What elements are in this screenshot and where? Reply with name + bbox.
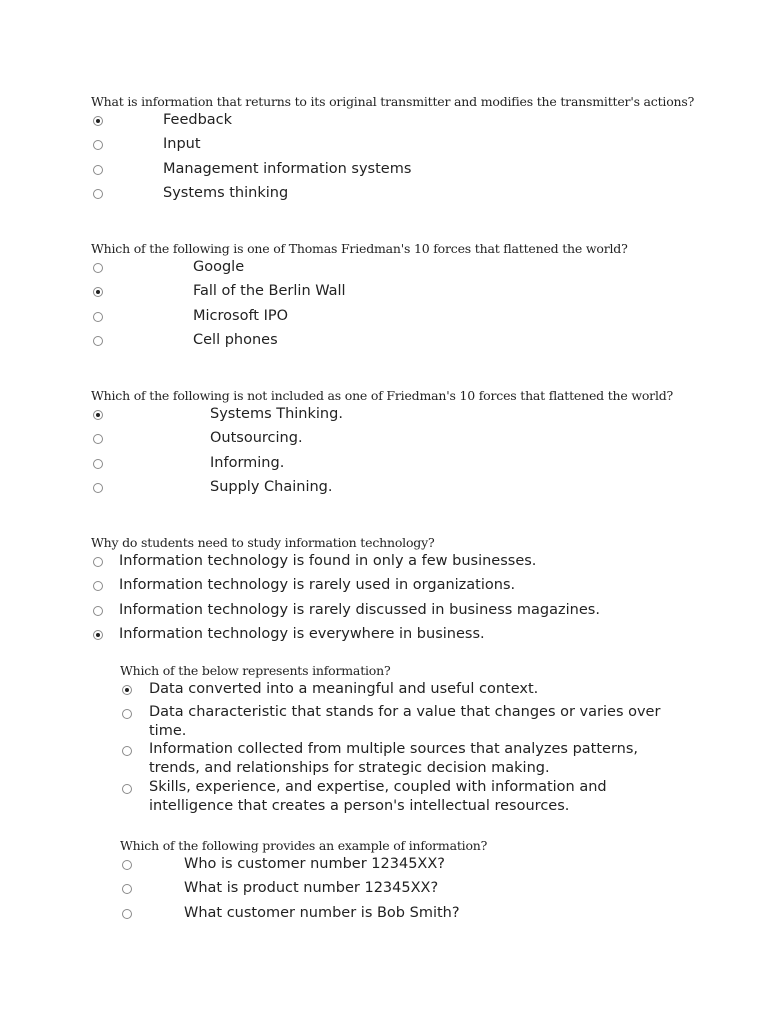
option-label: What customer number is Bob Smith?: [184, 904, 460, 921]
answer-option[interactable]: [91, 257, 751, 281]
option-label: Outsourcing.: [210, 430, 303, 447]
question-text: Why do students need to study information technology?: [91, 535, 435, 550]
answer-option[interactable]: [120, 740, 768, 777]
radio-icon[interactable]: [93, 263, 103, 273]
radio-icon[interactable]: [93, 336, 103, 346]
option-label: Data converted into a meaningful and useful context.: [149, 681, 539, 697]
radio-icon[interactable]: [93, 581, 103, 591]
question-text: Which of the following is one of Thomas Friedman's 10 forces that flattened the world?: [91, 241, 628, 256]
answer-option[interactable]: [91, 575, 751, 599]
radio-icon[interactable]: [93, 189, 103, 199]
question-text: Which of the following provides an example of information?: [120, 838, 488, 853]
question-text: Which of the following is not included as one of Friedman's 10 forces that flattened the world?: [91, 388, 674, 403]
option-label: Cell phones: [193, 331, 278, 348]
radio-icon[interactable]: [93, 483, 103, 493]
radio-icon[interactable]: [93, 434, 103, 444]
answer-option[interactable]: [91, 183, 751, 207]
radio-icon[interactable]: [122, 784, 132, 794]
option-label: Information technology is everywhere in business.: [119, 625, 485, 642]
option-label: Microsoft IPO: [193, 307, 289, 324]
question-text: What is information that returns to its original transmitter and modifies the transmitter's actions?: [91, 94, 695, 109]
radio-icon[interactable]: [122, 884, 132, 894]
radio-icon[interactable]: [122, 860, 132, 870]
answer-option[interactable]: [91, 330, 751, 354]
question-2: [91, 239, 751, 354]
option-label: Systems Thinking.: [210, 406, 343, 422]
answer-option[interactable]: [91, 428, 751, 452]
radio-icon[interactable]: [122, 909, 132, 919]
radio-icon[interactable]: [93, 165, 103, 175]
answer-option[interactable]: [120, 903, 768, 927]
answer-option[interactable]: [91, 110, 751, 134]
question-5: [120, 661, 768, 815]
answer-option[interactable]: [91, 600, 751, 624]
option-label: Input: [163, 136, 201, 153]
question-text: Which of the below represents information?: [120, 663, 391, 678]
answer-option[interactable]: [91, 477, 751, 501]
option-label: Information technology is rarely used in organizations.: [119, 577, 516, 594]
answer-option[interactable]: [91, 453, 751, 477]
radio-selected-icon[interactable]: [93, 287, 103, 297]
answer-option[interactable]: [120, 703, 768, 740]
radio-icon[interactable]: [93, 140, 103, 150]
answer-option[interactable]: [91, 134, 751, 158]
question-1: [91, 92, 751, 207]
option-label: Who is customer number 12345XX?: [184, 856, 445, 872]
radio-icon[interactable]: [122, 709, 132, 719]
radio-selected-icon[interactable]: [122, 685, 132, 695]
question-4: [91, 533, 751, 648]
option-label: Systems thinking: [163, 184, 289, 201]
answer-option[interactable]: [120, 878, 768, 902]
option-label: Skills, experience, and expertise, coupled with information and intelligence that creates a person's intellectual resources.: [149, 779, 607, 814]
radio-selected-icon[interactable]: [93, 630, 103, 640]
option-label: Fall of the Berlin Wall: [193, 283, 346, 300]
option-label: Management information systems: [163, 160, 412, 177]
option-label: Google: [193, 259, 245, 275]
option-label: Data characteristic that stands for a value that changes or varies over time.: [149, 704, 661, 739]
radio-icon[interactable]: [93, 312, 103, 322]
answer-option[interactable]: [120, 854, 768, 878]
question-6: [120, 836, 768, 927]
answer-option[interactable]: [91, 159, 751, 183]
answer-option[interactable]: [91, 281, 751, 305]
answer-option[interactable]: [120, 679, 768, 703]
option-label: Informing.: [210, 454, 285, 471]
radio-selected-icon[interactable]: [93, 116, 103, 126]
radio-icon[interactable]: [122, 746, 132, 756]
answer-option[interactable]: [120, 778, 768, 815]
option-label: Feedback: [163, 112, 233, 128]
radio-selected-icon[interactable]: [93, 410, 103, 420]
option-label: Information technology is found in only a few businesses.: [119, 553, 537, 569]
answer-option[interactable]: [91, 551, 751, 575]
option-label: What is product number 12345XX?: [184, 880, 439, 897]
radio-icon[interactable]: [93, 606, 103, 616]
answer-option[interactable]: [91, 306, 751, 330]
answer-option[interactable]: [91, 404, 751, 428]
question-3: [91, 386, 751, 501]
answer-option[interactable]: [91, 624, 751, 648]
option-label: Information collected from multiple sources that analyzes patterns, trends, and relationships for strategic decision making.: [149, 741, 639, 776]
radio-icon[interactable]: [93, 459, 103, 469]
option-label: Supply Chaining.: [210, 478, 333, 495]
radio-icon[interactable]: [93, 557, 103, 567]
option-label: Information technology is rarely discussed in business magazines.: [119, 601, 600, 618]
